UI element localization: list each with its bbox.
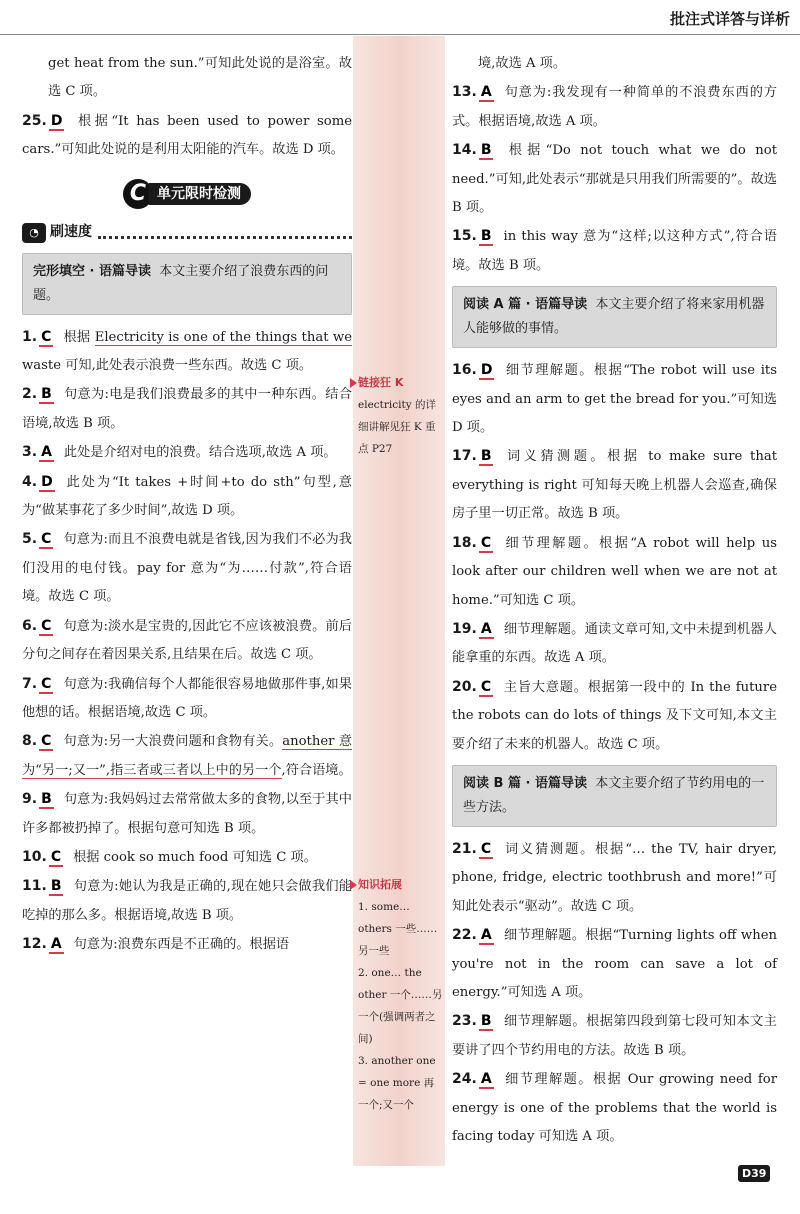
answer-explanation: 根据“Do not touch what we do not need.”可知,此处表示“那就是只用我们所需要的”。故选 B 项。 (452, 143, 777, 216)
answer-letter: C (480, 840, 492, 857)
answer-explanation: in this way 意为“这样;以这种方式”,符合语境。故选 B 项。 (452, 229, 777, 273)
link-arrow-icon (350, 378, 357, 388)
answer-letter: A (480, 927, 492, 944)
answer-explanation: 细节理解题。根据第四段到第七段可知本文主要讲了四个节约用电的方法。故选 B 项。 (452, 1014, 777, 1058)
link-arrow-icon (350, 880, 357, 890)
answer-9 (22, 785, 352, 843)
unit-test-banner (22, 179, 352, 209)
answer-17 (452, 442, 777, 528)
margin-note-title: 知识拓展 (358, 878, 402, 891)
dotted-divider (98, 226, 352, 239)
question-number: 14. (452, 142, 477, 159)
answer-letter: B (41, 791, 52, 808)
answer-22 (452, 921, 777, 1007)
guide-text: 本文主要介绍了节约用电的一些方法。 (463, 775, 765, 815)
question-number: 2. (22, 386, 38, 403)
question-number: 3. (22, 444, 38, 461)
answer-letter: C (480, 534, 492, 551)
answer-explanation: 此处为“It takes +时间+to do sth”句型,意为“做某事花了多少时间”,故选 D 项。 (22, 474, 352, 519)
answer-letter: B (41, 386, 52, 403)
answer-explanation: 细节理解题。通读文章可知,文中未提到机器人能拿重的东西。故选 A 项。 (452, 621, 777, 666)
answer-explanation: 句意为:另一大浪费问题和食物有关。 (63, 734, 283, 750)
answer-19 (452, 615, 777, 673)
answer-21 (452, 835, 777, 921)
answer-18 (452, 529, 777, 615)
answer-explanation: 句意为:她认为我是正确的,现在她只会做我们能吃掉的那么多。根据语境,故选 B 项。 (22, 879, 352, 923)
speed-section-header (22, 219, 352, 247)
answer-7 (22, 670, 352, 728)
question-number: 17. (452, 448, 477, 465)
answer-letter: D (41, 473, 53, 490)
answer-explanation: waste 可知,此处表示浪费一些东西。故选 C 项。 (22, 358, 313, 374)
margin-note-text: electricity 的详细讲解见狂 K 重点 P27 (358, 399, 436, 455)
answer-letter: C (50, 848, 62, 865)
page-header: 批注式详答与详析 (669, 10, 790, 28)
answer-explanation: 句意为:浪费东西是不正确的。根据语 (73, 937, 290, 953)
answer-letter: B (480, 1013, 492, 1030)
answer-13 (452, 78, 777, 136)
answer-3 (22, 438, 352, 467)
answer-letter: D (50, 112, 63, 129)
reading-guide-cloze (22, 253, 352, 315)
answer-letter: B (480, 448, 492, 465)
unit-c-icon: C (123, 179, 153, 209)
guide-title: 阅读 A 篇 · 语篇导读 (463, 297, 588, 313)
answer-explanation: 细节理解题。根据“A robot will help us look after our children well when we are not at home.”可知选 C 项。 (452, 535, 777, 608)
answer-letter: C (41, 733, 52, 750)
reading-guide-a (452, 286, 777, 348)
question-number: 7. (22, 675, 38, 692)
answer-explanation: 句意为:我妈妈过去常常做太多的食物,以至于其中许多都被扔掉了。根据句意可知选 B 项。 (22, 792, 352, 836)
answer-15 (452, 222, 777, 280)
answer-23 (452, 1007, 777, 1065)
question-number: 11. (22, 878, 47, 895)
answer-6 (22, 612, 352, 670)
answer-explanation: 句意为:我发现有一种简单的不浪费东西的方式。根据语境,故选 A 项。 (452, 85, 777, 129)
linked-phrase: another 意为“另一;又一”,指三者或三者以上中的另一个 (22, 734, 353, 778)
answer-16 (452, 356, 777, 442)
answer-explanation: 根据 cook so much food 可知选 C 项。 (73, 849, 317, 865)
answer-explanation: 此处是介绍对电的浪费。结合选项,故选 A 项。 (63, 445, 337, 461)
guide-title: 阅读 B 篇 · 语篇导读 (463, 775, 587, 791)
answer-explanation: 词义猜测题。根据“… the TV, hair dryer, phone, fridge, electric toothbrush and more!”可知此处表示“驱动”。故选 C 项。 (452, 841, 777, 914)
question-number: 18. (452, 534, 477, 551)
question-number: 4. (22, 473, 38, 490)
answer-20 (452, 673, 777, 759)
answer-explanation: 细节理解题。根据“Turning lights off when you're not in the room can save a lot of energy.”可知选 A 项。 (452, 928, 777, 1000)
question-number: 13. (452, 84, 477, 101)
question-number: 5. (22, 531, 38, 548)
answer-letter: A (41, 444, 52, 461)
answer-explanation: 句意为:而且不浪费电就是省钱,因为我们不必为我们没用的电付钱。pay for 意为“为……付款”,符合语境。故选 C 项。 (22, 532, 352, 605)
speed-gauge-icon: ◔ (22, 223, 46, 243)
answer-explanation: 主旨大意题。根据第一段中的 In the future the robots can do lots of things 及下文可知,本文主要介绍了未来的机器人。故选 C 项。 (452, 679, 777, 752)
linked-phrase: Electricity is one of the things that we (94, 329, 352, 345)
header-rule (0, 34, 800, 35)
answer-explanation: 句意为:淡水是宝贵的,因此它不应该被浪费。前后分句之间存在着因果关系,且结果在后。故选 C 项。 (22, 618, 352, 663)
answer-12 (22, 930, 352, 959)
answer-explanation: 细节理解题。根据“The robot will use its eyes and an arm to get the bread for you.”可知选 D 项。 (452, 363, 777, 436)
answer-explanation: 句意为:我确信每个人都能很容易地做那件事,如果他想的话。根据语境,故选 C 项。 (22, 676, 352, 720)
answer-letter: C (480, 678, 492, 695)
right-column (452, 50, 777, 1151)
margin-note-item: 1. some… others 一些……另一些 (358, 901, 438, 957)
answer-24 (452, 1065, 777, 1151)
answer-letter: C (41, 328, 52, 345)
question-number: 19. (452, 620, 477, 637)
answer-explanation: 细节理解题。根据 Our growing need for energy is one of the problems that the world is facing today 可知选 A 项。 (452, 1072, 777, 1144)
answer-letter: C (41, 617, 52, 634)
question-number: 8. (22, 733, 38, 750)
answer-10 (22, 843, 352, 872)
answer-letter: C (41, 531, 52, 548)
question-number: 24. (452, 1071, 477, 1088)
margin-note-item: 3. another one = one more 再一个;又一个 (358, 1055, 436, 1111)
answer-explanation: 根据 (63, 329, 95, 345)
question-number: 10. (22, 848, 47, 865)
question-number: 1. (22, 328, 38, 345)
question-number: 25. (22, 112, 47, 129)
margin-note-knowledge (358, 874, 444, 1116)
answer-8 (22, 727, 352, 785)
answer-letter: A (50, 936, 62, 953)
question-number: 21. (452, 840, 477, 857)
answer-explanation: 根据“It has been used to power some cars.”可知此处说的是利用太阳能的汽车。故选 D 项。 (22, 113, 352, 158)
speed-title: 刷速度 (50, 224, 92, 241)
reading-guide-b (452, 765, 777, 827)
question-number: 22. (452, 927, 477, 944)
question-number: 15. (452, 228, 477, 245)
unit-title: 单元限时检测 (149, 183, 251, 205)
answer-letter: B (480, 142, 492, 159)
left-column (22, 50, 352, 960)
answer-25 (22, 107, 352, 165)
answer-letter: B (50, 878, 62, 895)
question-number: 16. (452, 362, 477, 379)
margin-note-link (358, 372, 444, 460)
guide-title: 完形填空 · 语篇导读 (33, 263, 151, 279)
answer-explanation: 词义猜测题。根据 to make sure that everything is right 可知每天晚上机器人会巡查,确保房子里一切正常。故选 B 项。 (452, 449, 777, 522)
answer-11 (22, 872, 352, 930)
answer-letter: B (480, 228, 492, 245)
question-number: 6. (22, 617, 38, 634)
answer-1 (22, 323, 352, 381)
margin-note-title: 链接狂 K (358, 376, 404, 389)
answer-letter: A (480, 84, 492, 101)
answer-14 (452, 136, 777, 222)
answer-letter: D (480, 362, 493, 379)
page-number: D39 (738, 1165, 770, 1182)
question-number: 9. (22, 791, 38, 808)
answer-explanation: 句意为:电是我们浪费最多的其中一种东西。结合语境,故选 B 项。 (22, 387, 352, 431)
guide-text: 本文主要介绍了将来家用机器人能够做的事情。 (463, 297, 765, 337)
question-number: 23. (452, 1013, 477, 1030)
answer-letter: A (480, 620, 492, 637)
continuation-text: 境,故选 A 项。 (478, 56, 567, 71)
answer-4 (22, 468, 352, 526)
margin-note-item: 2. one… the other 一个……另一个(强调两者之间) (358, 967, 443, 1045)
question-number: 12. (22, 936, 47, 953)
answer-2 (22, 380, 352, 438)
answer-5 (22, 525, 352, 611)
answer-letter: A (480, 1071, 492, 1088)
answer-explanation: ,符合语境。 (281, 762, 352, 778)
answer-letter: C (41, 675, 52, 692)
guide-text: 本文主要介绍了浪费东西的问题。 (33, 263, 329, 303)
continuation-text: get heat from the sun.”可知此处说的是浴室。故选 C 项。 (48, 56, 352, 100)
question-number: 20. (452, 678, 477, 695)
